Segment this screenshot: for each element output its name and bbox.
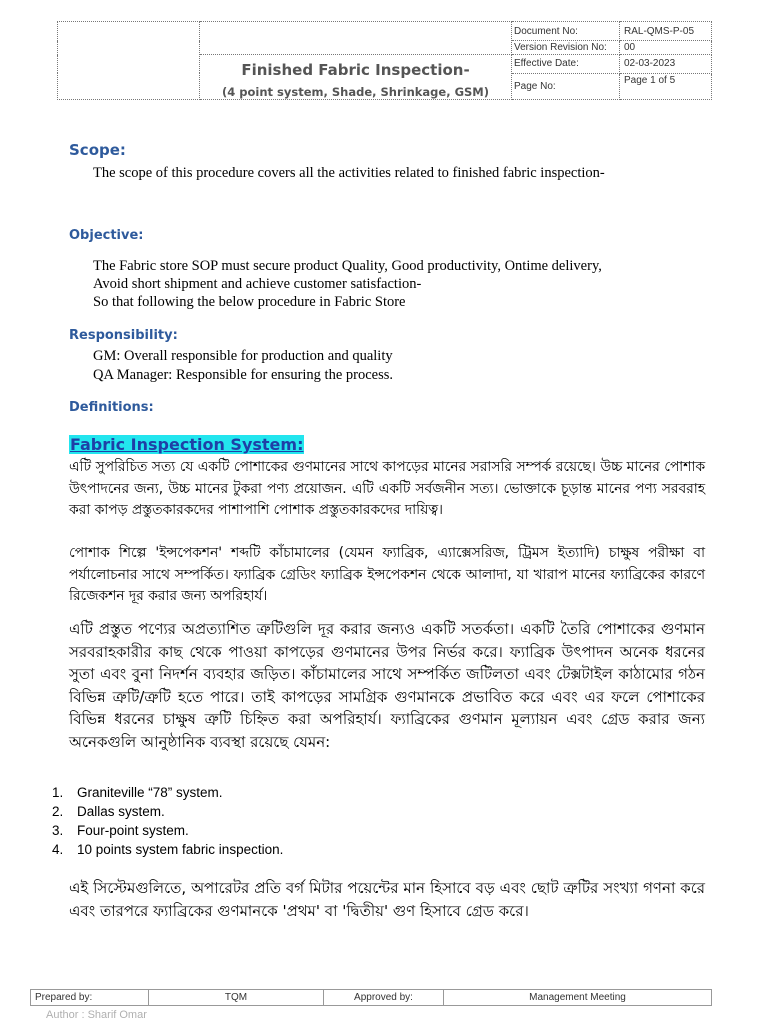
meta-value-effective-date: 02-03-2023 [620,55,712,74]
document-footer [30,989,712,1006]
author-watermark: Author : Sharif Omar [46,1009,147,1021]
list-item-text: 10 points system fabric inspection. [77,842,284,857]
scope-heading: Scope: [69,141,126,159]
document-title: Finished Fabric Inspection- [241,61,470,79]
list-item-number: 1. [52,785,64,800]
meta-value-document-no: RAL-QMS-P-05 [620,22,712,41]
inspection-systems-list [52,783,283,859]
fabric-inspection-para-4: এই সিস্টেমগুলিতে, অপারেটর প্রতি বর্গ মিটার পয়েন্টের মান হিসাবে বড় এবং ছোট ত্রুটির সংখ্যা গণনা করে এবং তারপরে ফ্যাব্রিকের গুণমানকে 'প্রথম' বা 'দ্বিতীয়' গুণ হিসাবে গ্রেড করে। [69,879,705,920]
objective-line-1: The Fabric store SOP must secure product Quality, Good productivity, Ontime delivery, [93,258,602,274]
definitions-heading: Definitions: [69,400,154,415]
meta-value-page-no: Page 1 of 5 [620,73,712,99]
prepared-by-label: Prepared by: [31,990,149,1006]
document-header [57,21,712,100]
list-item-text: Graniteville “78” system. [77,785,223,800]
objective-line-3: So that following the below procedure in Fabric Store [93,294,406,310]
list-item-number: 2. [52,804,64,819]
list-item-text: Dallas system. [77,804,165,819]
list-item-number: 4. [52,842,64,857]
list-item [52,821,283,840]
header-title-cell [200,55,512,100]
meta-label-version: Version Revision No: [512,41,620,55]
meta-label-document-no: Document No: [512,22,620,41]
logo-cell [58,22,200,100]
list-item-text: Four-point system. [77,823,189,838]
prepared-by-value: TQM [149,990,324,1006]
responsibility-line-2: QA Manager: Responsible for ensuring the process. [93,367,394,383]
fabric-inspection-para-2: পোশাক শিল্পে 'ইন্সপেকশন' শব্দটি কাঁচামালের (যেমন ফ্যাব্রিক, এ্যাক্সেসরিজ, ট্রিমস ইত্যাদি) চাক্ষুষ পরীক্ষা বা পর্যালোচনার সাথে সম্পর্কিত। ফ্যাব্রিক গ্রেডিং ফ্যাব্রিক ইন্সপেকশন থেকে আলাদা, যা খারাপ মানের ফ্যাব্রিকের কারণে রিজেকশন দূর করার জন্য অপরিহার্য। [69,545,705,604]
list-item [52,783,283,802]
responsibility-line-1: GM: Overall responsible for production and quality [93,348,393,364]
scope-text: The scope of this procedure covers all the activities related to finished fabric inspection- [93,165,605,181]
objective-line-2: Avoid short shipment and achieve customer satisfaction- [93,276,422,292]
list-item [52,840,283,859]
fabric-inspection-para-1: এটি সুপরিচিত সত্য যে একটি পোশাকের গুণমানের সাথে কাপড়ের মানের সরাসরি সম্পর্ক রয়েছে। উচ্চ মানের পোশাক উৎপাদনের জন্য, উচ্চ মানের টুকরা পণ্য প্রয়োজন. এটি একটি সর্বজনীন সত্য। ভোক্তাকে চূড়ান্ত মানের পণ্য সরবরাহ করা কাপড় প্রস্তুতকারকদের পাশাপাশি পোশাক প্রস্তুতকারকদের দায়িত্ব। [69,459,705,518]
meta-label-page-no: Page No: [512,73,620,99]
list-item [52,802,283,821]
fabric-inspection-para-3: এটি প্রস্তুত পণ্যের অপ্রত্যাশিত ত্রুটিগুলি দূর করার জন্যও একটি সতর্কতা। একটি তৈরি পোশাকের গুণমান সরবরাহকারীর কাছ থেকে পাওয়া কাপড়ের গুণমানের উপর নির্ভর করে। ফ্যাব্রিক উৎপাদন অনেক ধরনের সুতা এবং বুনা নিদর্শন ব্যবহার জড়িত। কাঁচামালের সাথে সম্পর্কিত জটিলতা এবং টেক্সটাইল কাঠামোর গঠন বিভিন্ন ত্রুটি/ত্রুটি হতে পারে। তাই কাপড়ের সামগ্রিক গুণমানকে প্রভাবিত করে এবং এর ফলে পোশাকের বিভিন্ন ধরনের চাক্ষুষ ত্রুটি চিহ্নিত করা অপরিহার্য। ফ্যাব্রিকের গুণমান মূল্যায়ন এবং গ্রেড করার জন্য অনেকগুলি আনুষ্ঠানিক ব্যবস্থা রয়েছে যেমন: [69,620,705,751]
objective-heading: Objective: [69,228,144,243]
meta-label-effective-date: Effective Date: [512,55,620,74]
header-blank-cell [200,22,512,55]
approved-by-label: Approved by: [324,990,444,1006]
meta-value-version: 00 [620,41,712,55]
document-subtitle: (4 point system, Shade, Shrinkage, GSM) [222,85,489,99]
list-item-number: 3. [52,823,64,838]
responsibility-heading: Responsibility: [69,328,178,343]
fabric-inspection-heading: Fabric Inspection System: [70,435,304,454]
approved-by-value: Management Meeting [444,990,712,1006]
